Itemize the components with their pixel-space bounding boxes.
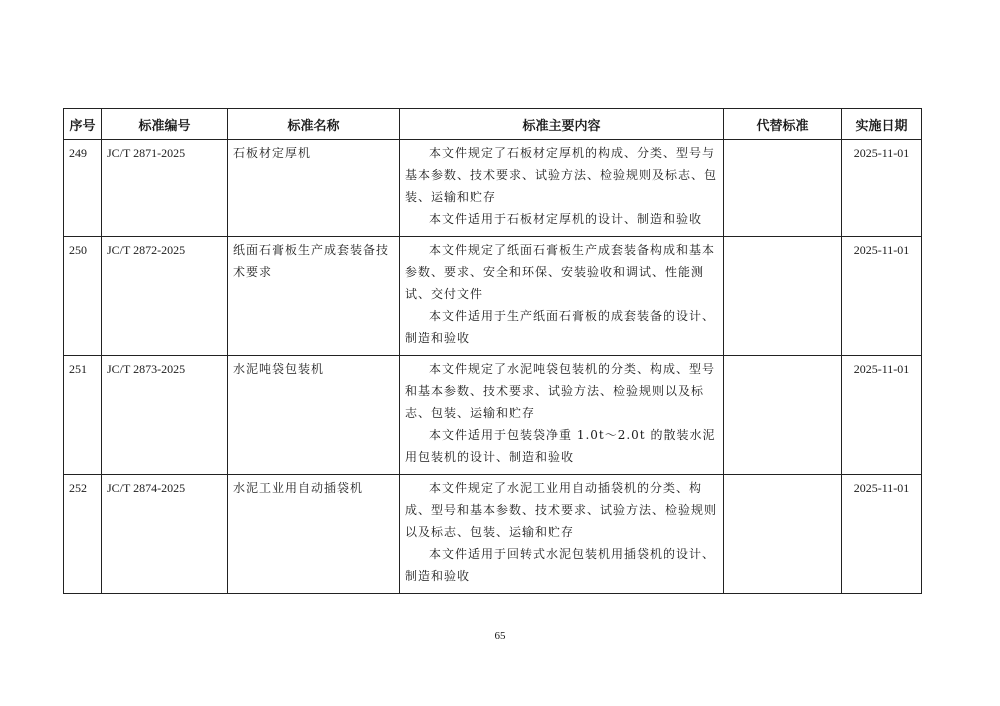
content-scope-paragraph: 本文件规定了纸面石膏板生产成套装备构成和基本参数、要求、安全和环保、安装验收和调试、性能测试、交付文件 <box>405 243 716 301</box>
table-row <box>64 356 922 475</box>
table-row <box>64 140 922 237</box>
header-standard-name: 标准名称 <box>228 109 400 140</box>
header-standard-code: 标准编号 <box>102 109 228 140</box>
table-header-row <box>64 109 922 140</box>
row-date: 2025-11-01 <box>842 237 922 356</box>
content-applicability-paragraph: 本文件适用于包装袋净重 1.0t～2.0t 的散装水泥用包装机的设计、制造和验收 <box>405 428 716 464</box>
content-applicability-paragraph: 本文件适用于回转式水泥包装机用插袋机的设计、制造和验收 <box>405 547 716 583</box>
row-content <box>400 237 724 356</box>
row-code: JC/T 2871-2025 <box>102 140 228 237</box>
header-replaced-standard: 代替标准 <box>724 109 842 140</box>
header-effective-date: 实施日期 <box>842 109 922 140</box>
row-date: 2025-11-01 <box>842 356 922 475</box>
table-row <box>64 475 922 594</box>
content-applicability-paragraph: 本文件适用于生产纸面石膏板的成套装备的设计、制造和验收 <box>405 309 716 345</box>
row-date: 2025-11-01 <box>842 475 922 594</box>
row-name: 水泥吨袋包装机 <box>228 356 400 475</box>
row-name: 水泥工业用自动插袋机 <box>228 475 400 594</box>
row-serial: 251 <box>64 356 102 475</box>
row-replaces <box>724 475 842 594</box>
header-serial: 序号 <box>64 109 102 140</box>
page-number: 65 <box>494 630 506 642</box>
row-serial: 252 <box>64 475 102 594</box>
row-serial: 249 <box>64 140 102 237</box>
row-replaces <box>724 356 842 475</box>
content-scope-paragraph: 本文件规定了石板材定厚机的构成、分类、型号与基本参数、技术要求、试验方法、检验规则及标志、包装、运输和贮存 <box>405 146 718 204</box>
row-content <box>400 475 724 594</box>
row-code: JC/T 2874-2025 <box>102 475 228 594</box>
row-name: 纸面石膏板生产成套装备技术要求 <box>228 237 400 356</box>
standards-table <box>63 108 922 594</box>
content-scope-paragraph: 本文件规定了水泥吨袋包装机的分类、构成、型号和基本参数、技术要求、试验方法、检验规则以及标志、包装、运输和贮存 <box>405 362 716 420</box>
row-code: JC/T 2872-2025 <box>102 237 228 356</box>
table-row <box>64 237 922 356</box>
content-scope-paragraph: 本文件规定了水泥工业用自动插袋机的分类、构成、型号和基本参数、技术要求、试验方法、检验规则以及标志、包装、运输和贮存 <box>405 481 718 539</box>
row-code: JC/T 2873-2025 <box>102 356 228 475</box>
content-applicability-paragraph: 本文件适用于石板材定厚机的设计、制造和验收 <box>429 212 703 226</box>
row-date: 2025-11-01 <box>842 140 922 237</box>
row-content <box>400 356 724 475</box>
row-serial: 250 <box>64 237 102 356</box>
row-content <box>400 140 724 237</box>
header-main-content: 标准主要内容 <box>400 109 724 140</box>
row-name: 石板材定厚机 <box>228 140 400 237</box>
row-replaces <box>724 237 842 356</box>
row-replaces <box>724 140 842 237</box>
